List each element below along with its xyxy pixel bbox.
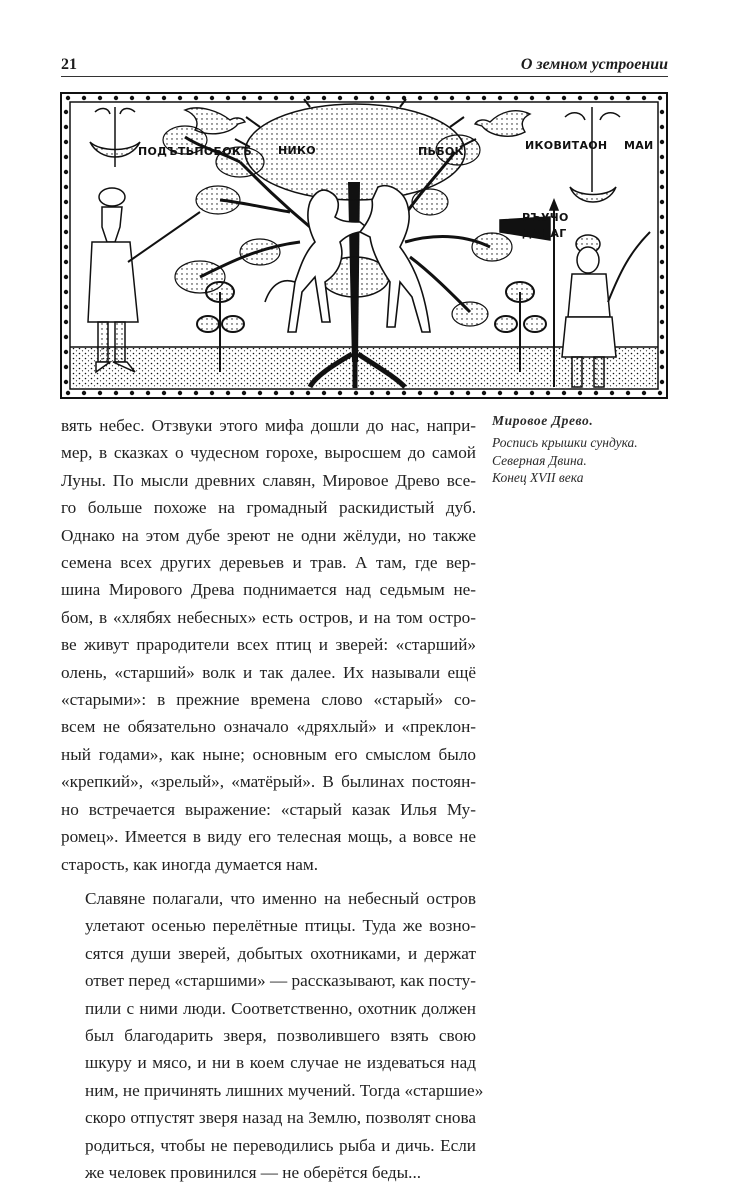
- border-dot: [210, 391, 214, 395]
- border-dot: [64, 230, 68, 234]
- border-dot: [530, 391, 534, 395]
- border-dot: [434, 96, 438, 100]
- border-dot: [660, 335, 664, 339]
- border-dot: [306, 96, 310, 100]
- leaf-cluster: [196, 186, 240, 214]
- border-dot: [626, 391, 630, 395]
- border-dot: [274, 96, 278, 100]
- text-line: скоро отпустят зверя назад на Землю, позволят снова: [85, 1108, 476, 1128]
- figure-caption: [492, 413, 712, 487]
- text-line: но встречается выражение: «старый казак Илья Му-: [61, 799, 476, 819]
- border-dot: [210, 96, 214, 100]
- paragraph-2: [61, 885, 484, 1186]
- border-dot: [64, 200, 68, 204]
- border-dot: [64, 335, 68, 339]
- border-dot: [64, 215, 68, 219]
- border-dot: [642, 96, 646, 100]
- border-dot: [226, 96, 230, 100]
- border-dot: [450, 96, 454, 100]
- text-line: же человек провинился — не оберётся беды...: [85, 1162, 422, 1182]
- border-dot: [258, 391, 262, 395]
- border-dot: [66, 96, 70, 100]
- border-dot: [64, 365, 68, 369]
- body-text: [61, 412, 484, 1186]
- border-dot: [658, 391, 662, 395]
- border-dot: [98, 96, 102, 100]
- border-dot: [64, 125, 68, 129]
- border-dot: [64, 110, 68, 114]
- border-dot: [562, 96, 566, 100]
- border-dot: [274, 391, 278, 395]
- border-dot: [64, 170, 68, 174]
- border-dot: [146, 96, 150, 100]
- border-dot: [578, 391, 582, 395]
- border-dot: [290, 391, 294, 395]
- border-dot: [418, 391, 422, 395]
- leaf-cluster: [452, 302, 488, 326]
- text-line: го больше похоже на громадный раскидистый дуб.: [61, 498, 476, 518]
- text-line: ответ перед «старшими» — рассказывают, как посту-: [85, 971, 476, 991]
- text-line: вять небес. Отзвуки этого мифа дошли до нас, напри-: [61, 416, 476, 435]
- border-dot: [178, 391, 182, 395]
- text-line: ве живут прародители всех птиц и зверей: «старший»: [61, 635, 476, 655]
- border-dot: [660, 185, 664, 189]
- caption-line: Северная Двина.: [492, 452, 587, 468]
- border-dot: [146, 391, 150, 395]
- page-number: 21: [61, 56, 77, 73]
- text-line: сятся души зверей, добытых охотниками, и держат: [85, 943, 476, 963]
- border-dot: [194, 96, 198, 100]
- text-line: Славяне полагали, что именно на небесный остров: [85, 888, 476, 908]
- text-line: родиться, чтобы не переводились рыба и дичь. Если: [85, 1135, 476, 1155]
- border-dot: [660, 275, 664, 279]
- border-dot: [64, 380, 68, 384]
- border-dot: [660, 125, 664, 129]
- border-dot: [322, 391, 326, 395]
- border-dot: [64, 140, 68, 144]
- border-dot: [660, 260, 664, 264]
- text-line: мер, в сказках о чудесном горохе, выросшем до самой: [61, 443, 476, 463]
- inscription-left-top: ПОДЪТЬПОБОКЪ: [138, 145, 252, 158]
- border-dot: [386, 391, 390, 395]
- border-dot: [354, 96, 358, 100]
- border-dot: [64, 305, 68, 309]
- border-dot: [660, 170, 664, 174]
- text-line: семена всех других деревьев и трав. А там, где вер-: [61, 553, 476, 573]
- border-dot: [64, 260, 68, 264]
- border-dot: [64, 155, 68, 159]
- border-dot: [258, 96, 262, 100]
- border-dot: [66, 391, 70, 395]
- text-line: шина Мирового Древа поднимается над седьмым не-: [61, 580, 476, 600]
- border-dot: [178, 96, 182, 100]
- inscription-middle-right: ПЬБОК: [418, 145, 464, 158]
- border-dot: [162, 96, 166, 100]
- border-dot: [660, 200, 664, 204]
- inscription-right-top: ИКОВИТАОН: [525, 139, 608, 152]
- border-dot: [660, 380, 664, 384]
- section-title: О земном устроении: [520, 56, 668, 73]
- border-dot: [354, 391, 358, 395]
- border-dot: [594, 96, 598, 100]
- leaf-cluster: [240, 239, 280, 265]
- border-dot: [660, 110, 664, 114]
- illustration-world-tree: [60, 92, 668, 399]
- text-line: олень, «старший» волк и так далее. Их называли ещё: [61, 662, 476, 682]
- border-dot: [64, 245, 68, 249]
- border-dot: [370, 391, 374, 395]
- border-dot: [64, 350, 68, 354]
- text-line: бом, в «хлябях небесных» есть остров, и на том остро-: [61, 607, 476, 627]
- border-dot: [562, 391, 566, 395]
- border-dot: [660, 140, 664, 144]
- text-line: всем не обязательно означало «дряхлый» и «преклон-: [61, 717, 476, 737]
- border-dot: [64, 275, 68, 279]
- text-line: улетают осенью перелётные птицы. Туда же возно-: [85, 916, 476, 936]
- border-dot: [114, 96, 118, 100]
- border-dot: [82, 391, 86, 395]
- border-dot: [660, 215, 664, 219]
- border-dot: [338, 391, 342, 395]
- text-line: «старыми»: в прежние времена слово «старый» со-: [61, 690, 476, 710]
- text-line: ромец». Имеется в виду его телесная мощь, а вовсе не: [61, 827, 476, 847]
- border-dot: [578, 96, 582, 100]
- border-dot: [658, 96, 662, 100]
- text-line: «крепкий», «зрелый», «матёрый». В былинах постоян-: [61, 772, 476, 792]
- border-dot: [660, 245, 664, 249]
- border-dot: [642, 391, 646, 395]
- border-dot: [130, 96, 134, 100]
- border-dot: [82, 96, 86, 100]
- border-dot: [546, 96, 550, 100]
- border-dot: [514, 391, 518, 395]
- border-dot: [322, 96, 326, 100]
- border-dot: [226, 391, 230, 395]
- border-dot: [242, 96, 246, 100]
- caption-line: Конец XVII века: [492, 470, 584, 485]
- text-line: Луны. По мысли древних славян, Мировое Древо все-: [61, 470, 476, 490]
- border-dot: [546, 391, 550, 395]
- inscription-right-far: МАИ: [624, 139, 654, 152]
- border-dot: [338, 96, 342, 100]
- border-dot: [306, 391, 310, 395]
- text-line: Однако на этом дубе зреют не одни жёлуди, но также: [61, 525, 476, 545]
- border-dot: [498, 96, 502, 100]
- border-dot: [130, 391, 134, 395]
- inscription-middle-left: НИКО: [278, 144, 316, 157]
- border-dot: [64, 320, 68, 324]
- border-dot: [594, 391, 598, 395]
- border-dot: [386, 96, 390, 100]
- border-dot: [98, 391, 102, 395]
- border-dot: [466, 391, 470, 395]
- border-dot: [660, 365, 664, 369]
- border-dot: [290, 96, 294, 100]
- border-dot: [498, 391, 502, 395]
- border-dot: [660, 305, 664, 309]
- border-dot: [660, 350, 664, 354]
- border-dot: [434, 391, 438, 395]
- inscription-banner-top: РЪУЧО: [522, 211, 569, 224]
- border-dot: [514, 96, 518, 100]
- text-line: старость, как иногда думается нам.: [61, 854, 319, 874]
- border-dot: [242, 391, 246, 395]
- border-dot: [402, 391, 406, 395]
- paragraph-1: [61, 412, 476, 878]
- text-line: пили с ними люди. Соответственно, охотник должен: [85, 998, 476, 1018]
- caption-line: Роспись крышки сундука.: [492, 435, 638, 450]
- border-dot: [64, 290, 68, 294]
- border-dot: [660, 155, 664, 159]
- border-dot: [530, 96, 534, 100]
- border-dot: [482, 96, 486, 100]
- border-dot: [660, 320, 664, 324]
- border-dot: [610, 391, 614, 395]
- leaf-cluster: [412, 189, 448, 215]
- border-dot: [162, 391, 166, 395]
- inscription-banner-bottom: ДАНАГ: [522, 227, 567, 240]
- border-dot: [482, 391, 486, 395]
- border-dot: [114, 391, 118, 395]
- border-dot: [450, 391, 454, 395]
- border-dot: [466, 96, 470, 100]
- text-line: шкуру и мясо, и ни в коем случае не издеваться над: [85, 1053, 476, 1073]
- text-line: ный годами», как ныне; основным его смыслом было: [61, 744, 476, 764]
- running-head: [61, 56, 668, 77]
- border-dot: [64, 185, 68, 189]
- text-line: был благодарить зверя, позволившего взять свою: [85, 1025, 476, 1045]
- border-dot: [370, 96, 374, 100]
- caption-title: Мировое Древо.: [492, 413, 594, 428]
- border-dot: [626, 96, 630, 100]
- text-line: ним, не причинять лишних мучений. Тогда «старшие»: [85, 1080, 484, 1100]
- leaf-cluster: [472, 233, 512, 261]
- border-dot: [194, 391, 198, 395]
- border-dot: [418, 96, 422, 100]
- border-dot: [610, 96, 614, 100]
- border-dot: [660, 290, 664, 294]
- border-dot: [660, 230, 664, 234]
